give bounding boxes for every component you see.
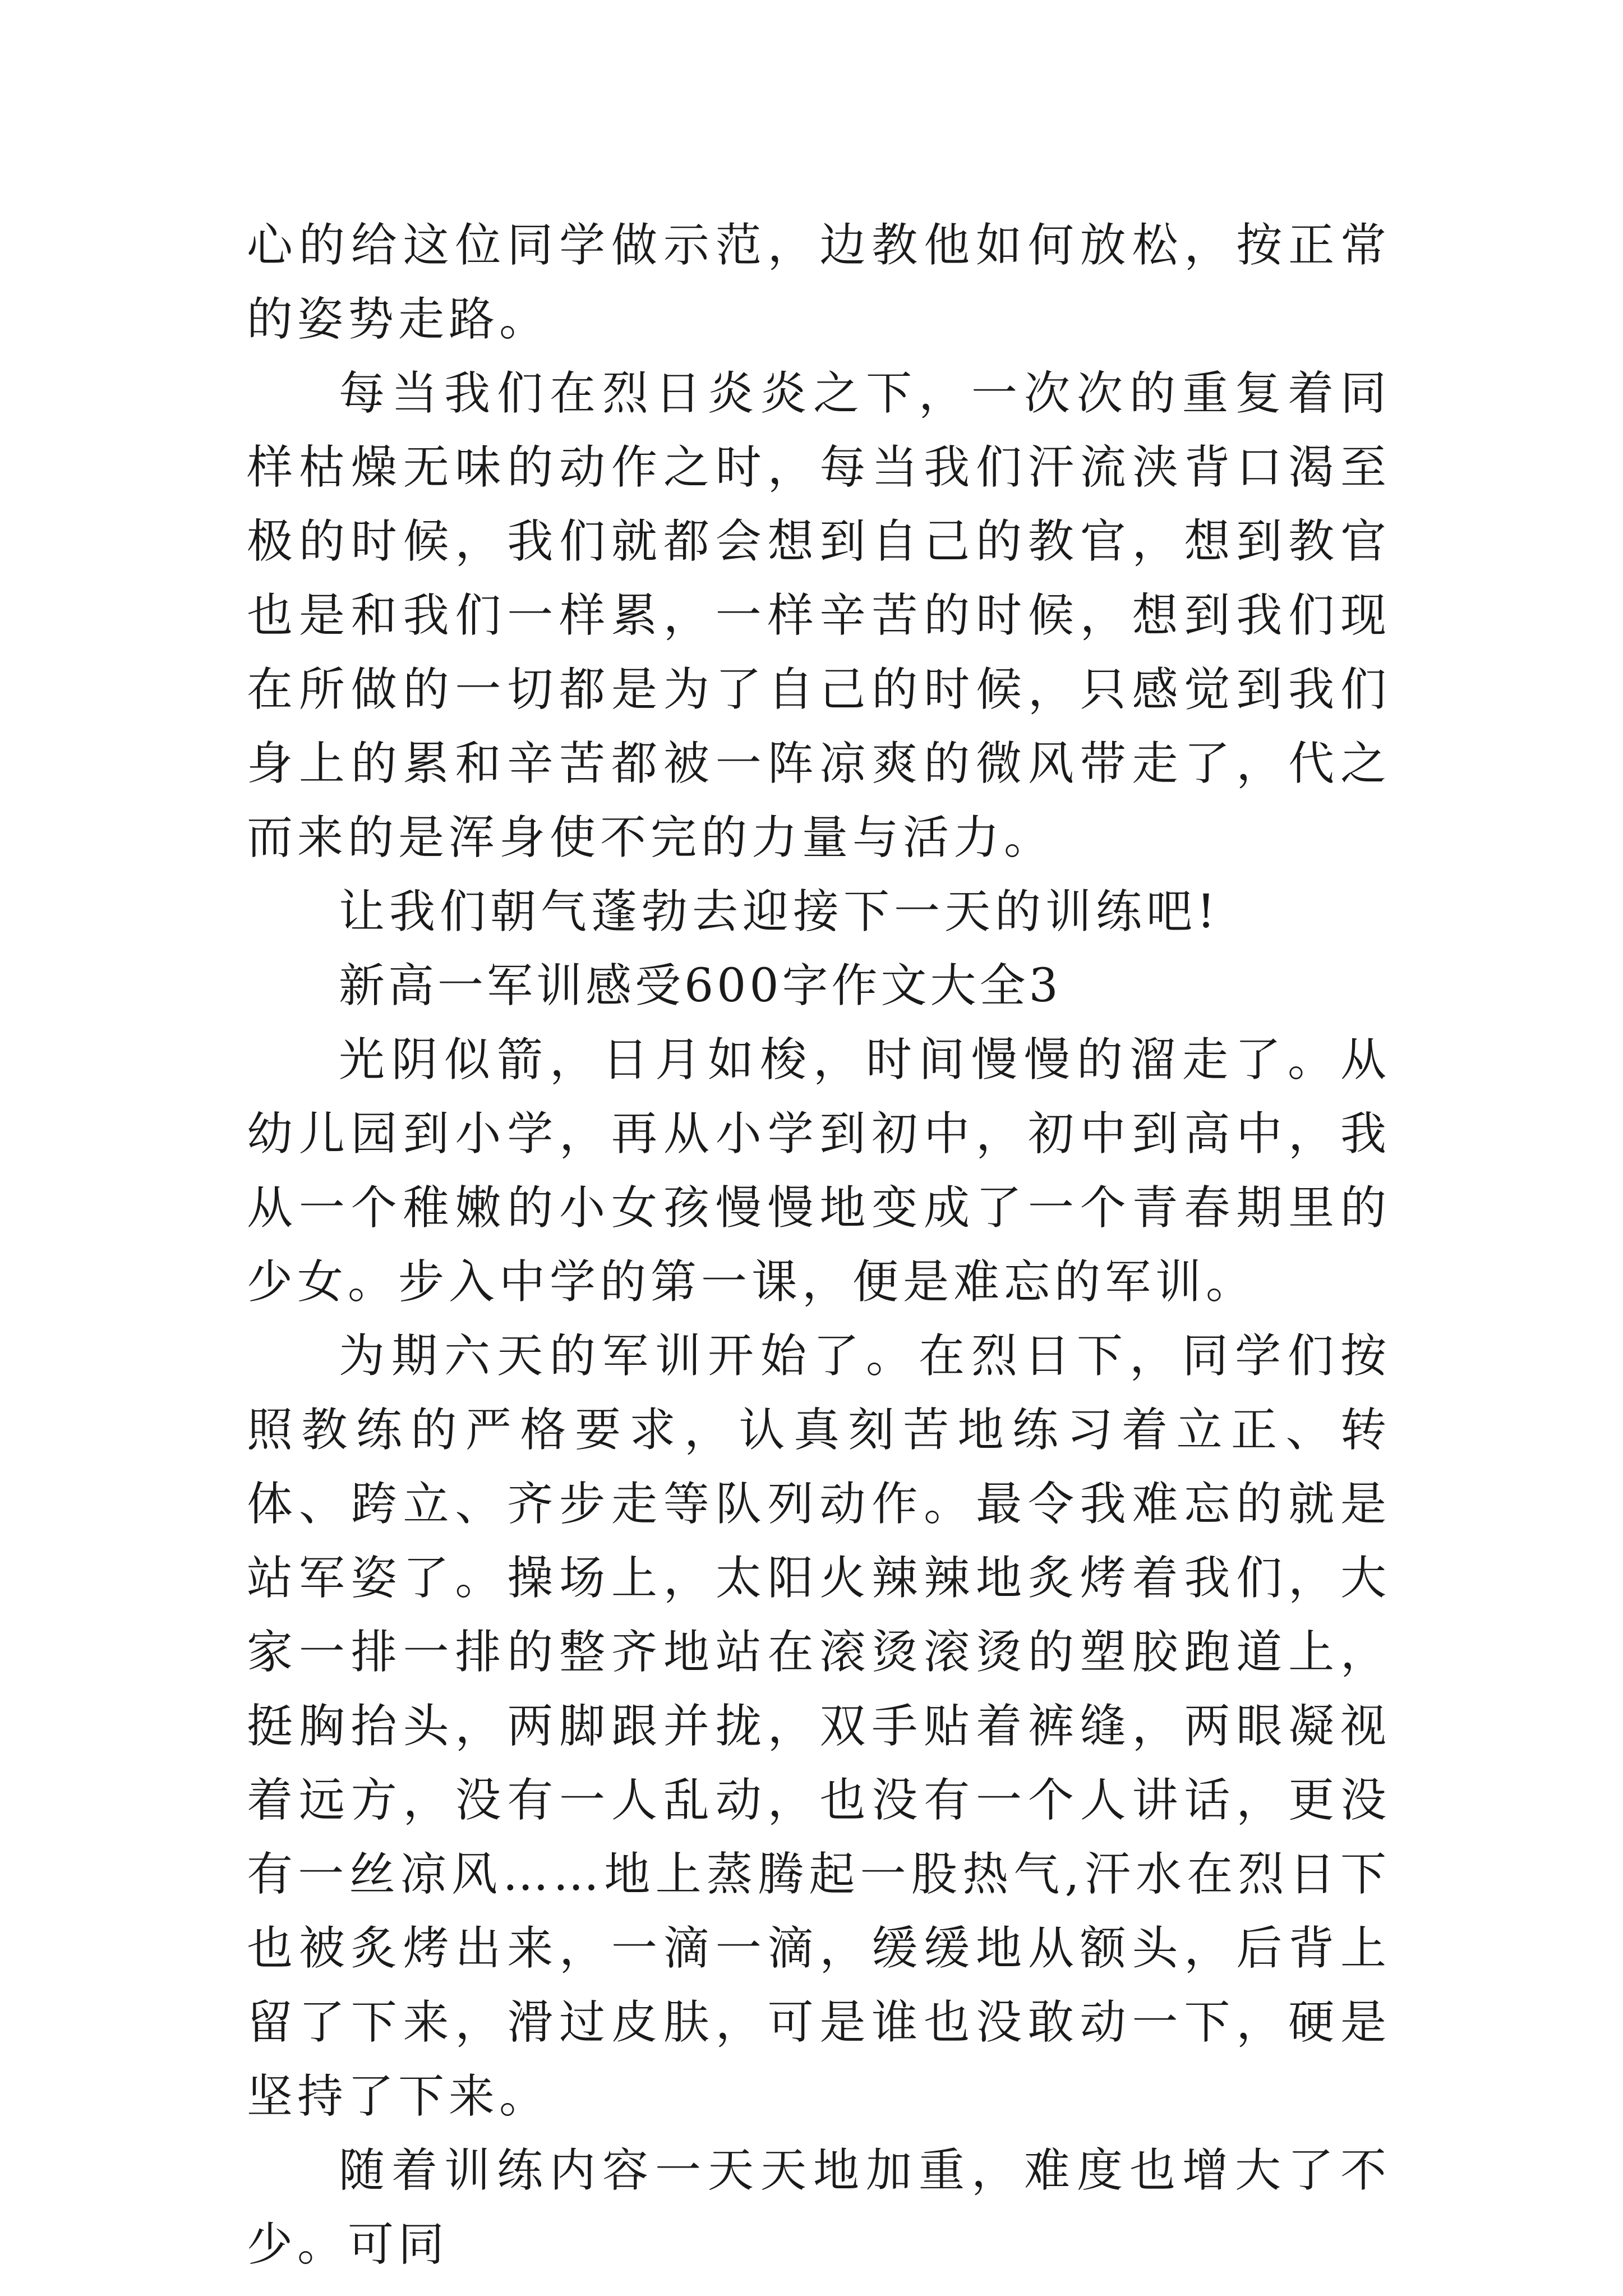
paragraph: 让我们朝气蓬勃去迎接下一天的训练吧! (339, 885, 1220, 938)
paragraph: 每当我们在烈日炎炎之下，一次次的重复着同样枯燥无味的动作之时，每当我们汗流浃背口渴至极的时候，我们就都会想到自己的教官，想到教官也是和我们一样累，一样辛苦的时候，想到我们现在所做的一切都是为了自己的时候，只感觉到我们身上的累和辛苦都被一阵凉爽的微风带走了，代之而来的是浑身使不完的力量与活力。 (247, 367, 1391, 864)
document-body (247, 209, 1391, 2282)
paragraph: 光阴似箭，日月如梭，时间慢慢的溜走了。从幼儿园到小学，再从小学到初中，初中到高中，我从一个稚嫩的小女孩慢慢地变成了一个青春期里的少女。步入中学的第一课，便是难忘的军训。 (247, 1033, 1391, 1309)
paragraph: 为期六天的军训开始了。在烈日下，同学们按照教练的严格要求，认真刻苦地练习着立正、转体、跨立、齐步走等队列动作。最令我难忘的就是站军姿了。操场上，太阳火辣辣地炙烤着我们，大家一排一排的整齐地站在滚烫滚烫的塑胶跑道上，挺胸抬头，两脚跟并拢，双手贴着裤缝，两眼凝视着远方，没有一人乱动，也没有一个人讲话，更没有一丝凉风……地上蒸腾起一股热气,汗水在烈日下也被炙烤出来，一滴一滴，缓缓地从额头，后背上留了下来，滑过皮肤，可是谁也没敢动一下，硬是坚持了下来。 (247, 1329, 1391, 2123)
paragraph-continued: 心的给这位同学做示范，边教他如何放松，按正常的姿势走路。 (247, 219, 1391, 346)
section-heading: 新高一军训感受600字作文大全3 (339, 959, 1062, 1013)
paragraph: 随着训练内容一天天地加重，难度也增大了不少。可同 (247, 2144, 1391, 2271)
